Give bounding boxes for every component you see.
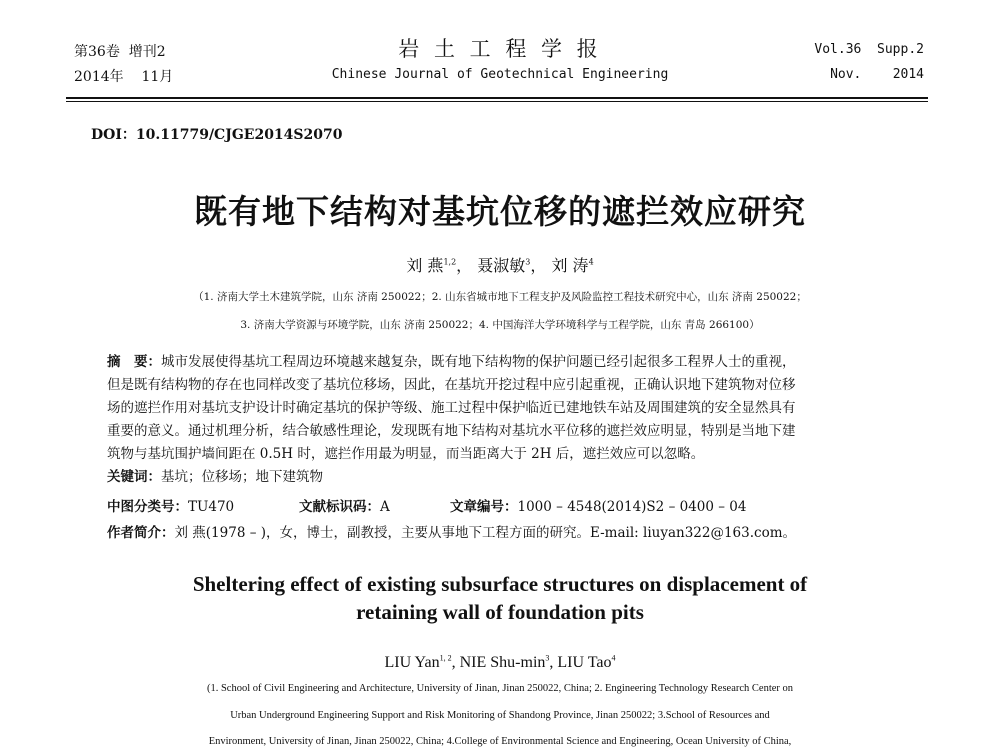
title-en-line-2: retaining wall of foundation pits bbox=[356, 600, 644, 624]
author-3-en: , LIU Tao bbox=[549, 654, 612, 671]
affiliation-en-line-1: (1. School of Civil Engineering and Architecture, University of Jinan, Jinan 250022, China; 2. Engineering Technology Research Center on bbox=[206, 683, 794, 694]
date-cn: 2014年 11月 bbox=[74, 69, 174, 85]
author-3-cn: 刘 涛 bbox=[551, 256, 589, 275]
author-1-cn: 刘 燕 bbox=[406, 256, 444, 275]
abstract-cn: 摘 要：城市发展使得基坑工程周边环境越来越复杂，既有地下结构物的保护问题已经引起很多工程界人士的重视， 但是既有结构物的存在也同样改变了基坑位移场，因此，在基坑开挖过程中应引起重视，正确认识地下建筑物对位移 场的遮拦作用对基坑支护设计时确定基坑的保护等级、施工过程中保护临近已建地铁车站及周围建筑的安全显然具有 重要的意义。通过机理分析，结合敏感性理论，发现既有地下结构对基坑水平位移的遮拦效应明显，特别是当地下建 筑物与基坑围护墙间距在 0.5H 时，遮拦作用最为明显，而当距离大于 2H 后，遮拦效应可以忽略。 bbox=[107, 354, 796, 462]
classification-article: 文章编号：1000 – 4548(2014)S2 – 0400 – 04 bbox=[450, 499, 747, 515]
author-2-en: , NIE Shu-min bbox=[451, 654, 546, 671]
author-bio: 作者简介：刘 燕(1978 – )，女，博士，副教授，主要从事地下工程方面的研究。E-mail: liuyan322@163.com。 bbox=[107, 525, 797, 541]
title-cn: 既有地下结构对基坑位移的遮拦效应研究 bbox=[194, 192, 806, 231]
abstract-label: 摘 要： bbox=[107, 354, 161, 370]
journal-title-en: Chinese Journal of Geotechnical Engineering bbox=[331, 67, 669, 82]
date-en: Nov. 2014 bbox=[830, 67, 924, 82]
volume-cn: 第36卷 增刊2 bbox=[74, 44, 166, 60]
classification-doc: 文献标识码：A bbox=[299, 499, 390, 515]
journal-title-cn: 岩 土 工 程 学 报 bbox=[398, 37, 602, 61]
authors-en: LIU Yan$^{1, 2}$, NIE Shu-$\min^3$, LIU Tao$^4$ bbox=[384, 653, 616, 671]
author-2-cn: 聂淑敏 bbox=[477, 256, 526, 275]
affiliation-cn-line-1: （1. 济南大学土木建筑学院，山东 济南 250022；2. 山东省城市地下工程支护及风险监控工程技术研究中心，山东 济南 250022； bbox=[193, 291, 807, 303]
volume-en: Vol.36 Supp.2 bbox=[814, 42, 924, 57]
header-rule-thick bbox=[66, 97, 928, 99]
year-en: 2014 bbox=[892, 67, 924, 82]
doi: DOI：10.11779/CJGE2014S2070 bbox=[91, 127, 343, 143]
header-rule-thin bbox=[66, 101, 928, 102]
title-en-line-1: Sheltering effect of existing subsurface structures on displacement of bbox=[192, 572, 808, 596]
keywords-cn: 关键词：基坑；位移场；地下建筑物 bbox=[107, 469, 323, 485]
affiliation-en-line-3: Environment, University of Jinan, Jinan 250022, China; 4.College of Environmental Science and Engineering, Ocean University of China, bbox=[208, 736, 792, 747]
classification-clc: 中图分类号：TU470 bbox=[107, 499, 235, 515]
supp-en: Supp.2 bbox=[877, 42, 924, 57]
affiliation-en-line-2: Urban Underground Engineering Support and Risk Monitoring of Shandong Province, Jinan 250022; 3.School of Resources and bbox=[230, 710, 770, 721]
authors-cn: 刘 燕$^{1,2}$， 聂淑敏$^3$， 刘 涛$^4$ bbox=[406, 256, 594, 275]
author-1-en: LIU Yan bbox=[384, 654, 440, 671]
supp-cn: 增刊2 bbox=[128, 44, 166, 60]
affiliation-cn-line-2: 3. 济南大学资源与环境学院，山东 济南 250022；4. 中国海洋大学环境科学与工程学院，山东 青岛 266100） bbox=[240, 319, 760, 331]
month-cn: 11月 bbox=[141, 69, 174, 85]
